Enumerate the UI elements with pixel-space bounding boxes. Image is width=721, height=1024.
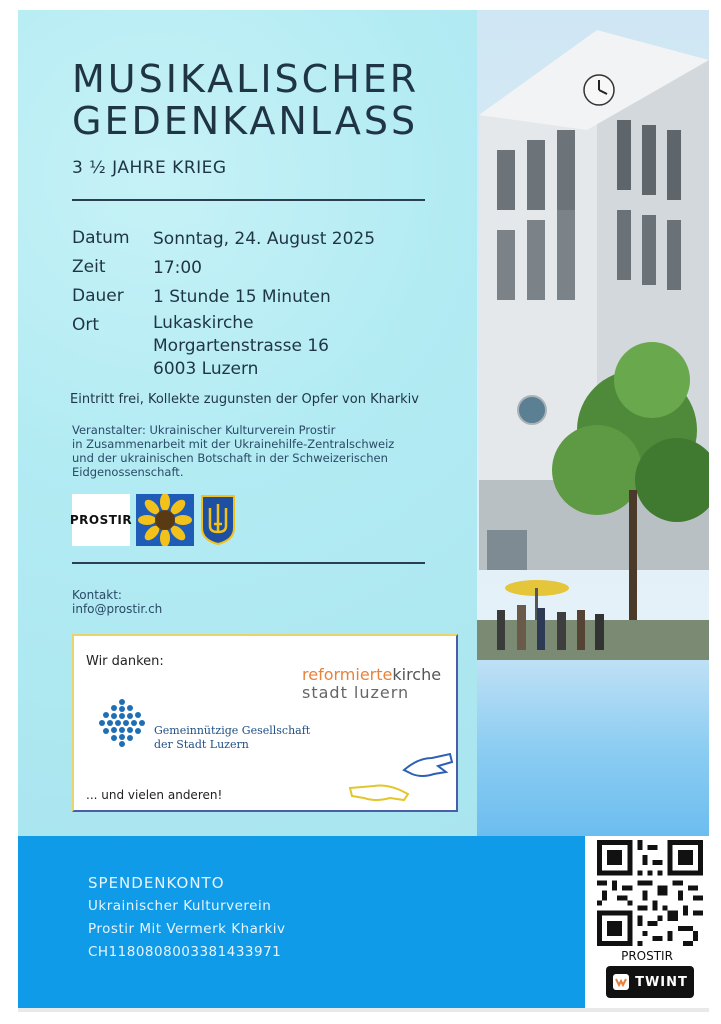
twint-label: TWINT (635, 974, 688, 990)
prostir-logo (69, 494, 133, 546)
divider-bottom (72, 562, 425, 564)
detail-value-location-2: Morgartenstrasse 16 (153, 336, 329, 356)
divider-top (72, 199, 425, 201)
subtitle: 3 ½ JAHRE KRIEG (72, 158, 227, 178)
society-name-line-2: der Stadt Luzern (154, 738, 249, 751)
qr-caption: PROSTIR (621, 949, 673, 963)
society-dots-icon (98, 698, 146, 748)
bottom-divider (18, 1008, 709, 1012)
twint-badge[interactable] (606, 966, 694, 998)
twint-logo-icon (612, 973, 630, 991)
handshake-icon (346, 744, 456, 806)
ukraine-coat-of-arms-icon (200, 494, 236, 546)
church-tower-illustration (477, 10, 709, 670)
society-name-line-1: Gemeinnützige Gesellschaft (154, 724, 311, 737)
detail-value-location-3: 6003 Luzern (153, 359, 259, 379)
title-line-2: GEDENKANLASS (72, 99, 419, 143)
donation-iban: CH1180808003381433971 (88, 944, 282, 960)
detail-label-date: Datum (72, 228, 130, 248)
detail-label-duration: Dauer (72, 286, 124, 306)
donation-heading: SPENDENKONTO (88, 874, 225, 892)
donation-line-1: Ukrainischer Kulturverein (88, 898, 272, 914)
organizer-line-3: und der ukrainischen Botschaft in der Schweizerischen (72, 451, 388, 465)
donation-line-2: Prostir Mit Vermerk Kharkiv (88, 921, 286, 937)
organizer-line-4: Eidgenossenschaft. (72, 465, 184, 479)
detail-label-location: Ort (72, 315, 100, 335)
sponsors-box (72, 634, 458, 812)
reformed-church-city: stadt luzern (302, 683, 410, 702)
detail-value-duration: 1 Stunde 15 Minuten (153, 287, 331, 307)
detail-label-time: Zeit (72, 257, 106, 277)
society-name (154, 724, 310, 752)
detail-value-location-1: Lukaskirche (153, 313, 254, 333)
contact-label: Kontakt: (72, 588, 122, 602)
reformed-church-word-2: kirche (392, 665, 442, 684)
thanks-heading: Wir danken: (86, 654, 164, 669)
organizer-line-2: in Zusammenarbeit mit der Ukrainehilfe-Zentralschweiz (72, 437, 395, 451)
contact-email[interactable]: info@prostir.ch (72, 602, 163, 616)
thanks-others: ... und vielen anderen! (86, 788, 223, 802)
organizer-line-1: Veranstalter: Ukrainischer Kulturverein Prostir (72, 423, 336, 437)
qr-code[interactable] (596, 840, 704, 946)
detail-value-time: 17:00 (153, 258, 202, 278)
title-line-1: MUSIKALISCHER (72, 57, 420, 101)
admission-note: Eintritt frei, Kollekte zugunsten der Opfer von Kharkiv (70, 392, 419, 407)
reformed-church-logo (302, 666, 441, 702)
reformed-church-word-1: reformierte (302, 665, 393, 684)
sunflower-icon (136, 494, 194, 546)
prostir-logo-text: PROSTIR (69, 513, 133, 527)
detail-value-date: Sonntag, 24. August 2025 (153, 229, 376, 249)
church-tower-photo (477, 10, 709, 836)
